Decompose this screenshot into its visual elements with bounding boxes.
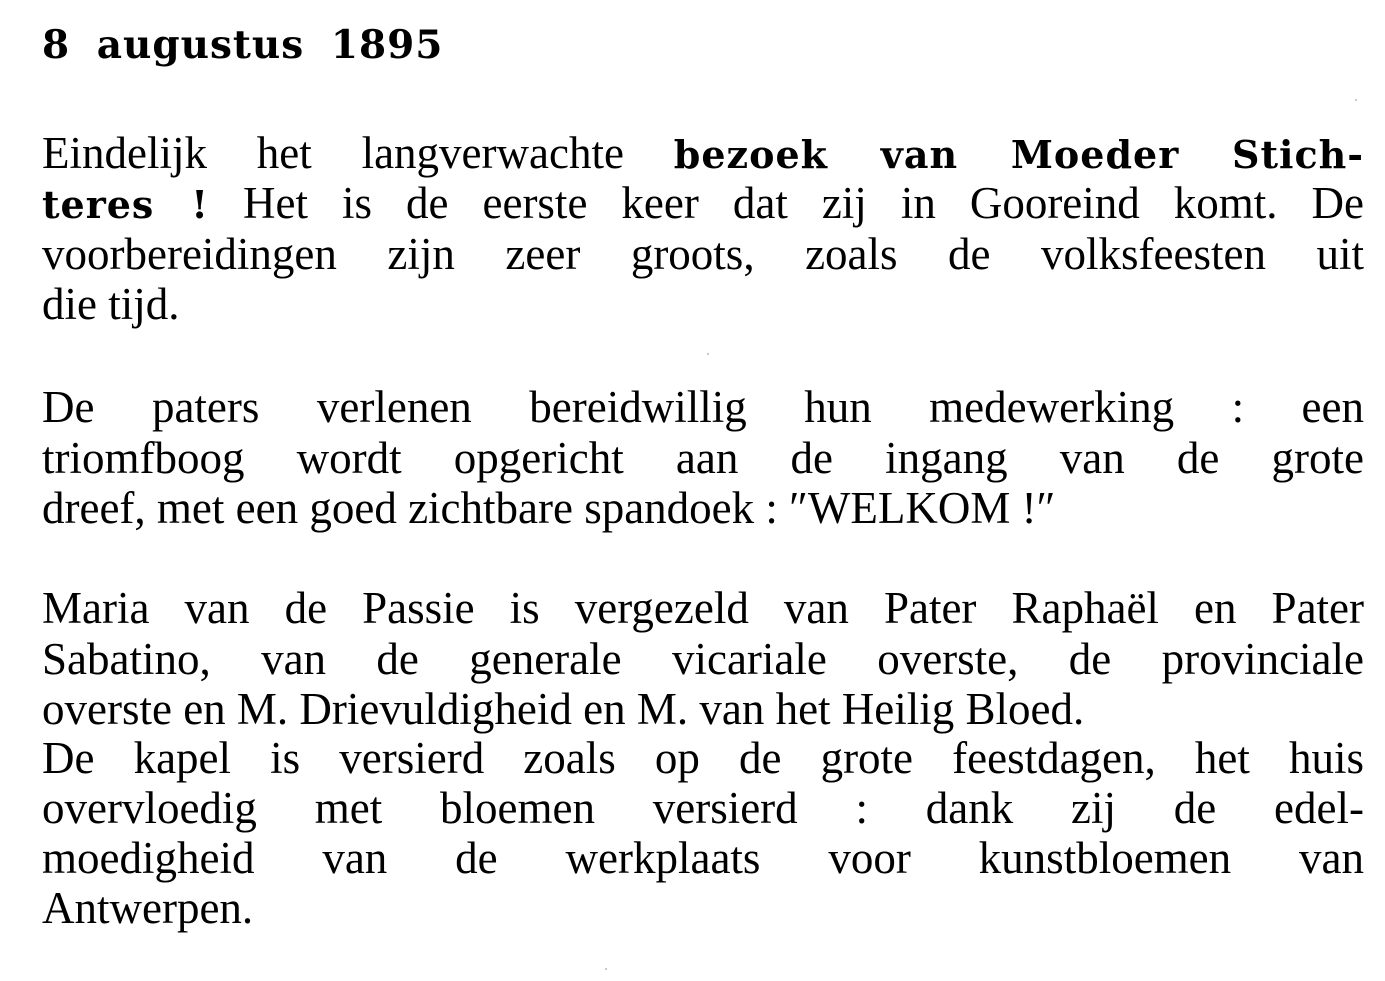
paragraph-line: moedigheid van de werkplaats voor kunstbloemen van	[42, 833, 1364, 883]
paragraph-line	[42, 128, 1364, 180]
paragraph-line: De paters verlenen bereidwillig hun medewerking : een	[42, 382, 1364, 432]
paragraph-line: Antwerpen.	[42, 883, 254, 933]
paragraph-line: dreef, met een goed zichtbare spandoek : ″WELKOM !″	[42, 483, 1056, 533]
paragraph-line: die tijd.	[42, 279, 180, 329]
scan-speck	[605, 968, 607, 970]
paragraph-line: Maria van de Passie is vergezeld van Pater Raphaël en Pater	[42, 583, 1364, 633]
paragraph-line: triomfboog wordt opgericht aan de ingang van de grote	[42, 433, 1364, 483]
paragraph-line: overste en M. Drievuldigheid en M. van het Heilig Bloed.	[42, 684, 1085, 734]
scan-speck	[707, 353, 709, 355]
bold-text: bezoek van Moeder Stich-	[673, 132, 1364, 177]
paragraph-line: De kapel is versierd zoals op de grote feestdagen, het huis	[42, 733, 1364, 783]
plain-text: Het is de eerste keer dat zij in Gooreind komt. De	[243, 178, 1365, 228]
date-heading: 8 augustus 1895	[42, 22, 444, 68]
scan-speck	[1355, 99, 1357, 101]
paragraph-line: overvloedig met bloemen versierd : dank zij de edel-	[42, 783, 1364, 833]
plain-text: Eindelijk het langverwachte	[42, 128, 624, 178]
paragraph-line: voorbereidingen zijn zeer groots, zoals de volksfeesten uit	[42, 229, 1364, 279]
paragraph-line	[42, 178, 1364, 230]
bold-text: teres !	[42, 182, 209, 227]
paragraph-line: Sabatino, van de generale vicariale overste, de provinciale	[42, 634, 1364, 684]
